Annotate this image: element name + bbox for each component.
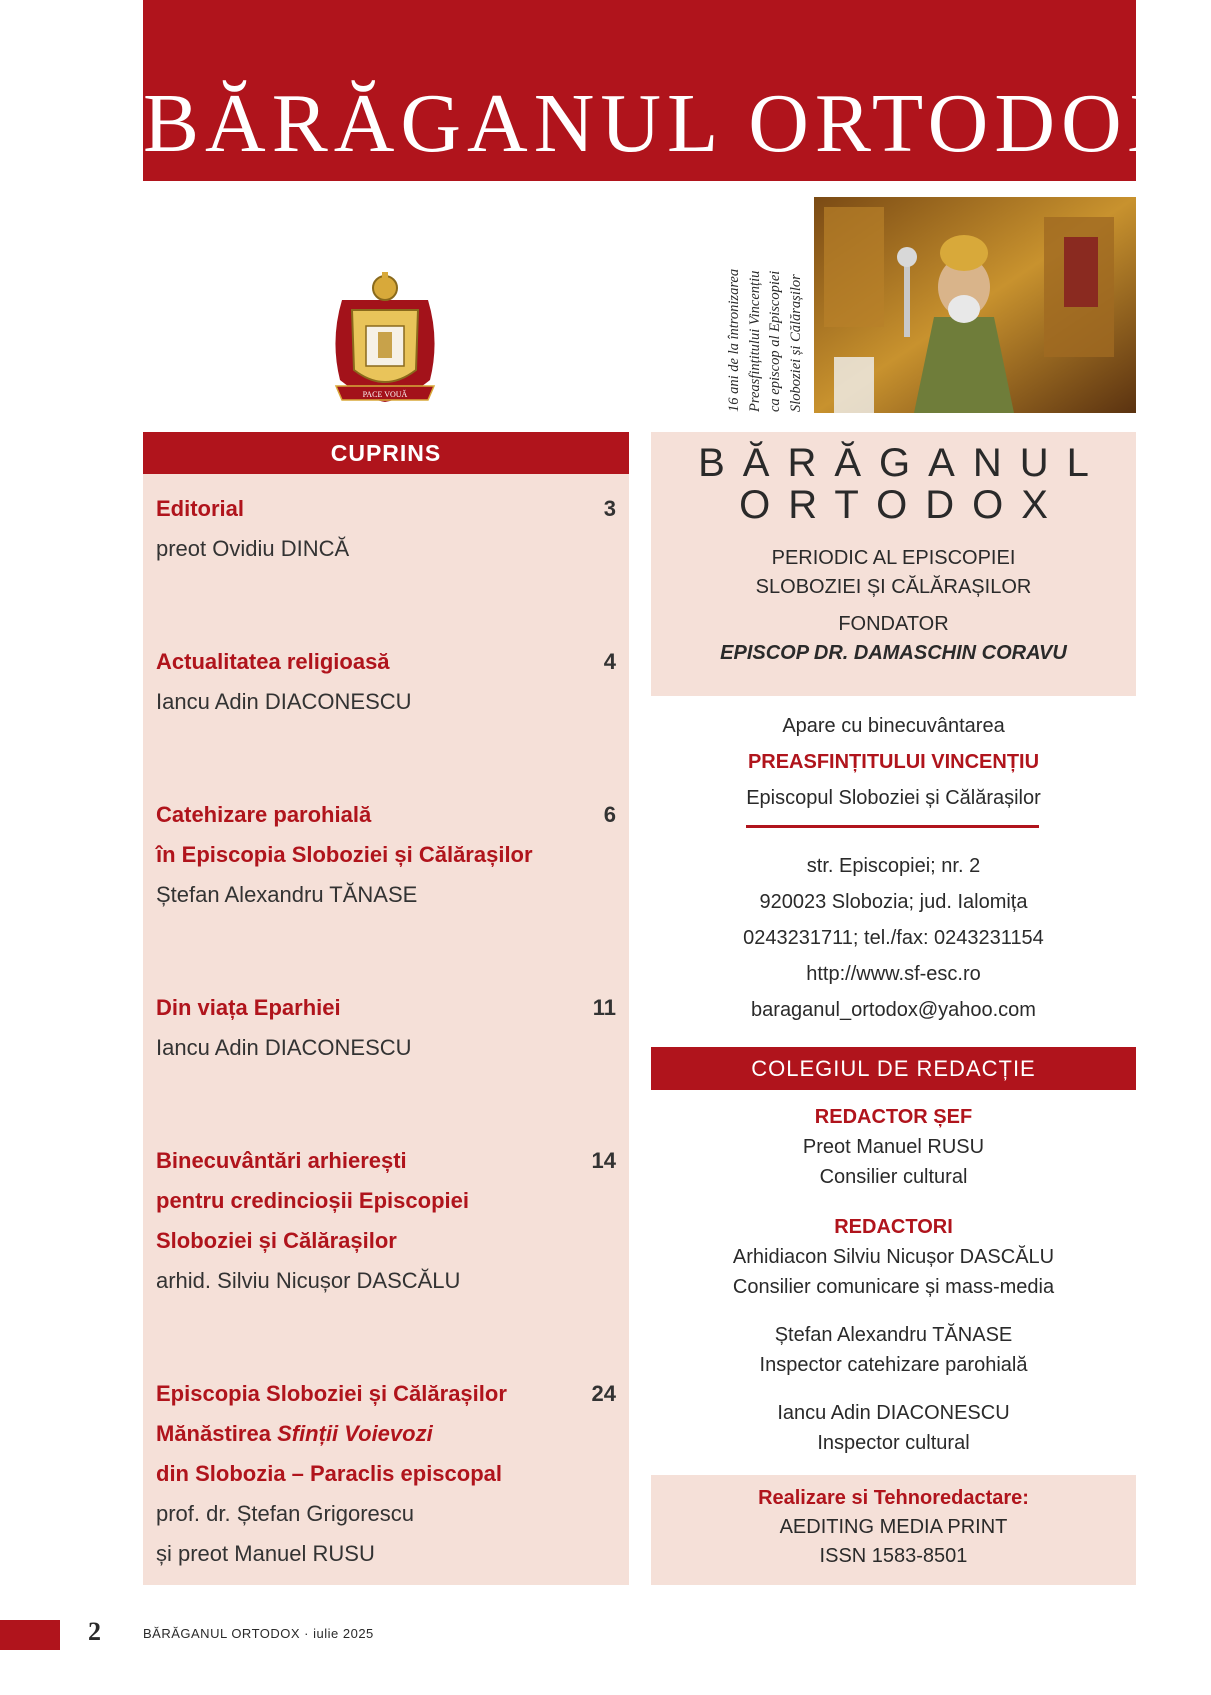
toc-entry-page: 3 (603, 496, 616, 521)
chief-editor-label: REDACTOR ȘEF (814, 1106, 973, 1128)
photo-caption-line: 16 ani de la întronizarea (726, 268, 742, 412)
footer-text: BĂRĂGANUL ORTODOX · iulie 2025 (143, 1626, 374, 1641)
address-street: str. Episcopiei; nr. 2 (806, 855, 981, 877)
editors-label: REDACTORI (834, 1216, 953, 1238)
toc-entry-author: prof. dr. Ștefan Grigorescu (156, 1501, 415, 1526)
editorial-board (651, 1102, 1136, 1458)
bishop-photo (814, 197, 1136, 413)
website-link[interactable]: http://www.sf-esc.ro (806, 963, 981, 985)
divider (746, 825, 1039, 828)
publication-title-line: ORTODOX (739, 483, 1066, 527)
toc-entry-title: Sloboziei și Călărașilor (156, 1228, 397, 1253)
photo-caption-line: Preasfințitului Vincențiu (746, 270, 763, 412)
toc-entry-title: Catehizare parohială (156, 802, 372, 827)
toc-entry-author: Ștefan Alexandru TĂNASE (156, 882, 418, 907)
footer-accent-bar (0, 1620, 60, 1650)
toc-entry-author: Iancu Adin DIACONESCU (156, 689, 412, 714)
masthead-banner (143, 0, 1195, 181)
blessing-line: Episcopul Sloboziei și Călărașilor (746, 787, 1041, 809)
chief-editor-name: Preot Manuel RUSU (802, 1136, 985, 1158)
blessing-line: Apare cu binecuvântarea (782, 715, 1005, 737)
toc-entry-title: Din viața Eparhiei (156, 995, 341, 1020)
toc-entry-title: Binecuvântări arhierești (156, 1148, 407, 1173)
email-link[interactable]: baraganul_ortodox@yahoo.com (751, 999, 1036, 1021)
crest-motto: PACE VOUĂ (362, 390, 408, 399)
contact-block (651, 848, 1136, 1028)
photo-caption-line: Sloboziei și Călărașilor (787, 274, 804, 412)
toc-entry-page: 6 (603, 802, 616, 827)
toc-entry[interactable] (156, 1374, 616, 1574)
photo-caption-line: ca episcop al Episcopiei (767, 270, 783, 412)
toc-header: CUPRINS (143, 432, 629, 474)
toc-entry-title: Actualitatea religioasă (156, 649, 390, 674)
toc-entry-title-italic: Sfinții Voievozi (277, 1421, 433, 1446)
toc-entry-page: 14 (591, 1148, 616, 1173)
production-box (651, 1475, 1136, 1585)
toc-entry-title: pentru credincioșii Episcopiei (156, 1188, 469, 1213)
toc-entry-page: 24 (591, 1381, 616, 1406)
editor-name: Iancu Adin DIACONESCU (777, 1402, 1010, 1424)
publication-subtitle: SLOBOZIEI ȘI CĂLĂRAȘILOR (755, 576, 1032, 598)
toc-entry-author: și preot Manuel RUSU (156, 1541, 375, 1566)
issn: ISSN 1583-8501 (819, 1545, 968, 1567)
toc-entry[interactable] (156, 642, 616, 722)
editor-role: Inspector cultural (817, 1432, 970, 1454)
toc-entry[interactable] (156, 795, 616, 915)
blessing-block (651, 708, 1136, 816)
chief-editor-role: Consilier cultural (819, 1166, 968, 1188)
editor-role: Inspector catehizare parohială (759, 1354, 1028, 1376)
address-phone: 0243231711; tel./fax: 0243231154 (743, 927, 1044, 949)
toc-entry[interactable] (156, 1141, 616, 1301)
toc-entry-page: 4 (603, 649, 616, 674)
toc-entry[interactable] (156, 489, 616, 569)
toc-entry-author: preot Ovidiu DINCĂ (156, 536, 350, 561)
editor-role: Consilier comunicare și mass-media (732, 1276, 1055, 1298)
toc-entry-title (156, 1414, 616, 1454)
toc-entry-title: din Slobozia – Paraclis episcopal (156, 1461, 503, 1486)
editor-name: Arhidiacon Silviu Nicușor DASCĂLU (732, 1246, 1055, 1268)
editorial-board-header: COLEGIUL DE REDACȚIE (651, 1047, 1136, 1090)
founder-label: FONDATOR (838, 613, 949, 635)
publication-title (651, 442, 1136, 526)
toc-entry-title: Editorial (156, 496, 245, 521)
address-city: 920023 Slobozia; jud. Ialomița (759, 891, 1028, 913)
toc-entry-title-prefix: Mănăstirea (156, 1421, 278, 1446)
production-company: AEDITING MEDIA PRINT (779, 1516, 1008, 1538)
toc-entry-author: Iancu Adin DIACONESCU (156, 1035, 412, 1060)
toc-entry[interactable] (156, 988, 616, 1068)
toc-entry-title: în Episcopia Sloboziei și Călărașilor (156, 842, 533, 867)
blessing-name: PREASFINȚITULUI VINCENȚIU (747, 751, 1040, 773)
toc-entry-title: Episcopia Sloboziei și Călărașilor (156, 1381, 507, 1406)
founder-name: EPISCOP DR. DAMASCHIN CORAVU (720, 642, 1067, 664)
editor-name: Ștefan Alexandru TĂNASE (774, 1324, 1013, 1346)
page-number: 2 (88, 1617, 101, 1646)
publication-title-line: BĂRĂGANUL (698, 441, 1107, 485)
photo-caption (724, 252, 808, 412)
publication-subtitle: PERIODIC AL EPISCOPIEI (771, 547, 1016, 569)
publication-info-box (651, 432, 1136, 696)
table-of-contents (143, 432, 629, 1585)
toc-entry-author: arhid. Silviu Nicușor DASCĂLU (156, 1268, 461, 1293)
toc-entry-page: 11 (592, 995, 616, 1020)
episcopal-crest-icon (322, 270, 448, 412)
masthead-title: BĂRĂGANUL ORTODOX (143, 77, 1195, 170)
production-label: Realizare si Tehnoredactare: (758, 1487, 1029, 1509)
